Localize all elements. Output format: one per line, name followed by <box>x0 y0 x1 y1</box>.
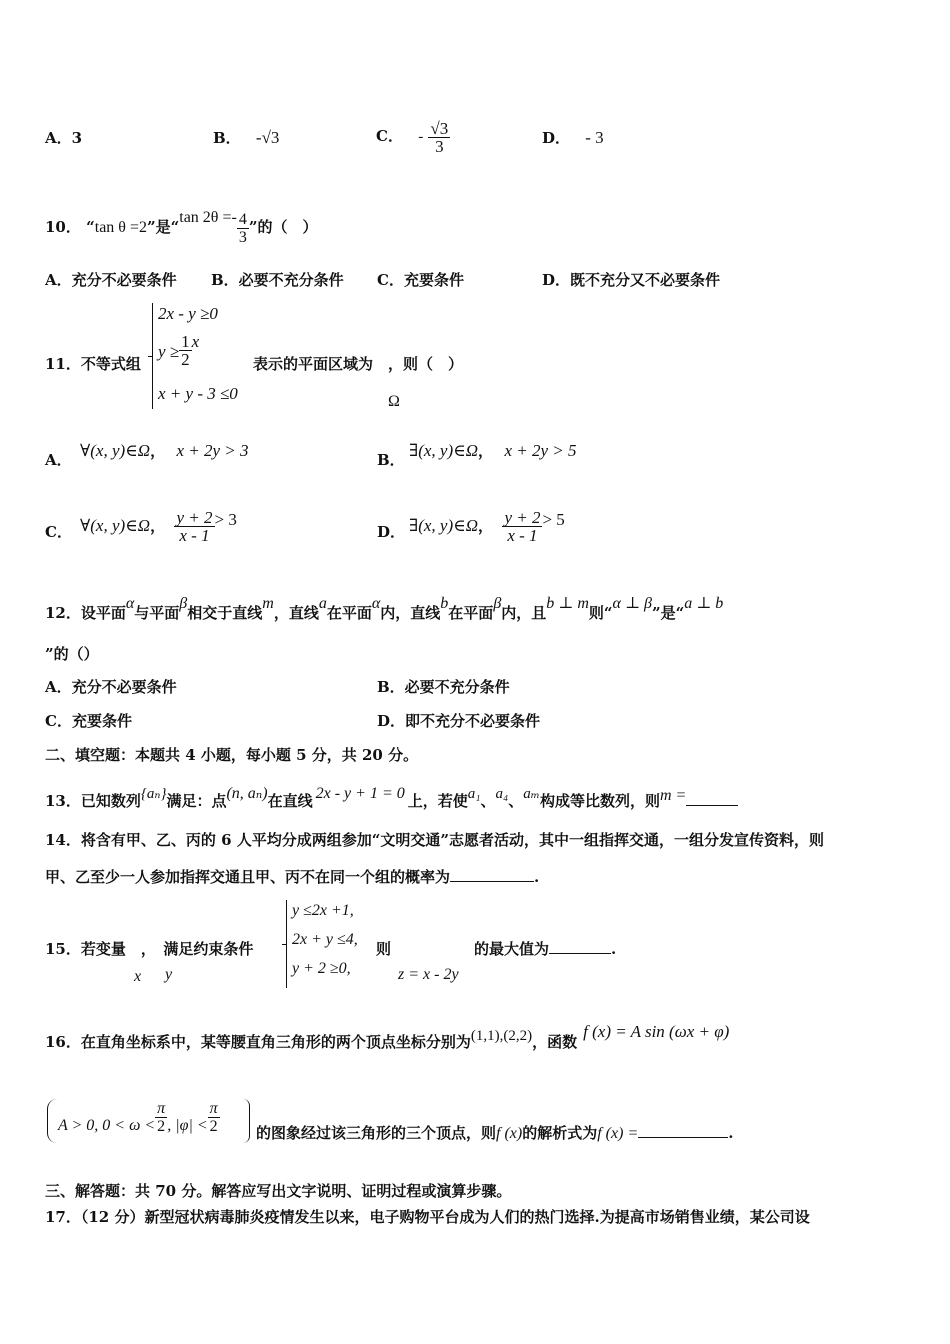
term-am: aₘ <box>523 786 540 802</box>
q11-mid: 表示的平面区域为 ，则（ ） <box>253 355 464 373</box>
answer-label: m = <box>659 787 687 804</box>
fraction <box>502 509 542 544</box>
q10-option-a: A．充分不必要条件 <box>45 271 177 289</box>
q11-option-c-label: C． <box>45 523 72 541</box>
text: 构成等比数列，则 <box>539 792 660 810</box>
text: 在直线 <box>267 792 313 810</box>
question-10 <box>45 190 317 256</box>
term-a1: a₁ <box>467 786 481 802</box>
q11-ineq-3: x + y - 3 ≤0 <box>158 384 238 403</box>
denominator: x - 1 <box>179 526 210 545</box>
perp-condition: a ⊥ b <box>684 595 724 612</box>
fraction <box>174 509 214 544</box>
vertex-coords: (1,1),(2,2) <box>470 1028 533 1044</box>
text: 则“ <box>588 604 613 622</box>
section-2-heading: 二、填空题：本题共 4 小题，每小题 5 分，共 20 分。 <box>45 746 419 764</box>
q11-option-c <box>80 496 237 550</box>
denominator: 2 <box>209 1118 218 1135</box>
q11-option-b <box>409 441 576 461</box>
q9-option-a <box>45 128 82 148</box>
line-m: m <box>262 595 274 612</box>
section-3-heading: 三、解答题：共 70 分。解答应写出文字说明、证明过程或演算步骤。 <box>45 1182 512 1200</box>
text: 的最大值为 <box>474 940 550 958</box>
numerator: 1 <box>181 332 190 351</box>
inequality-system <box>152 303 153 409</box>
denominator: 2 <box>157 1118 166 1135</box>
q14-line-2 <box>45 867 539 887</box>
option-value: -√3 <box>255 128 280 147</box>
ineq2-rhs: x <box>191 332 200 351</box>
question-13 <box>45 784 738 811</box>
text: 满足：点 <box>166 792 227 810</box>
text: 上，若使 <box>407 792 468 810</box>
connector: ”是“ <box>146 218 180 236</box>
condition-mid: , |φ| < <box>167 1117 208 1134</box>
period: . <box>611 940 617 958</box>
q11-option-d <box>409 496 565 550</box>
condition-lhs: A > 0, 0 < ω < <box>58 1117 156 1134</box>
q15-var-x: x <box>134 968 142 985</box>
comma: ， <box>478 517 494 535</box>
q15-prefix: 15．若变量 ， 满足约束条件 <box>45 940 254 958</box>
numerator: √3 <box>430 118 449 138</box>
quantifier: ∃(x, y)∈Ω <box>409 441 479 460</box>
text: 相交于直线 <box>187 604 263 622</box>
question-16-line-1 <box>45 1022 729 1052</box>
q15-objective: z = x - 2y <box>398 966 459 983</box>
tail: ”的（ ） <box>248 218 318 236</box>
option-label: A． <box>45 129 72 147</box>
beta: β <box>493 595 502 612</box>
answer-blank[interactable] <box>638 1137 728 1138</box>
q9-option-c <box>376 112 450 161</box>
answer-blank[interactable] <box>450 881 534 882</box>
q12-option-d: D．即不充分不必要条件 <box>377 712 541 730</box>
q15-constraint-3: y + 2 ≥0, <box>292 960 351 977</box>
answer-label: f (x) = <box>597 1125 639 1142</box>
q15-constraint-2: 2x + y ≤4, <box>292 931 358 948</box>
condition: x + 2y > 3 <box>176 441 249 460</box>
answer-blank[interactable] <box>549 953 611 954</box>
rhs: > 5 <box>542 510 565 529</box>
text: 的解析式为 <box>522 1124 598 1142</box>
fraction <box>428 120 450 155</box>
function-f: f (x) <box>496 1125 523 1142</box>
numerator: π <box>157 1100 166 1117</box>
text: 甲、乙至少一人参加指挥交通且甲、丙不在同一个组的概率为 <box>45 868 451 886</box>
minus-sign: - <box>418 129 424 145</box>
q15-then: 则 <box>376 940 392 958</box>
q9-option-d <box>542 128 604 148</box>
right-paren <box>243 1099 250 1143</box>
perp-condition: b ⊥ m <box>546 595 589 612</box>
condition-2-lhs: tan 2θ =- <box>179 209 237 226</box>
q11-prefix: 11．不等式组 <box>45 355 141 373</box>
numerator: y + 2 <box>176 508 213 527</box>
denominator: 3 <box>238 228 247 246</box>
period: . <box>534 868 540 886</box>
separator: 、 <box>480 792 496 810</box>
rhs: > 3 <box>214 510 237 529</box>
q15-constraint-1: y ≤2x +1, <box>292 902 354 919</box>
q11-ineq-1: 2x - y ≥0 <box>158 304 218 323</box>
question-12 <box>45 594 723 623</box>
q9-option-b <box>213 128 279 148</box>
denominator: 2 <box>181 350 190 369</box>
comma: ， <box>150 442 166 460</box>
question-number: 10． <box>45 218 81 236</box>
q11-omega: Ω <box>388 393 400 410</box>
line-a: a <box>318 595 327 612</box>
question-17: 17．（12 分）新型冠状病毒肺炎疫情发生以来，电子购物平台成为人们的热门选择.为提高市场销售业绩，某公司设 <box>45 1208 810 1226</box>
point: (n, aₙ) <box>226 785 268 802</box>
text: ，直线 <box>273 604 319 622</box>
comma: ， <box>150 517 166 535</box>
q12-line-2: ”的（） <box>45 645 99 663</box>
denominator: 3 <box>435 136 444 156</box>
numerator: y + 2 <box>504 508 541 527</box>
alpha: α <box>125 595 135 612</box>
text: 16．在直角坐标系中，某等腰直角三角形的两个顶点坐标分别为 <box>45 1033 471 1051</box>
option-value: - 3 <box>585 128 604 147</box>
period: . <box>728 1124 734 1142</box>
q10-option-c: C．充要条件 <box>377 271 464 289</box>
q10-option-b: B．必要不充分条件 <box>211 271 344 289</box>
option-label: B． <box>213 129 241 147</box>
question-16-line-2 <box>256 1123 733 1144</box>
option-label: D． <box>542 129 571 147</box>
q16-conditions <box>58 1100 220 1136</box>
text: 内，直线 <box>380 604 441 622</box>
ineq2-lhs: y ≥ <box>158 342 180 361</box>
perp-condition: α ⊥ β <box>612 595 652 612</box>
text: ”是“ <box>651 604 685 622</box>
numerator: π <box>209 1100 218 1117</box>
q11-option-d-label: D． <box>377 523 406 541</box>
beta: β <box>179 595 188 612</box>
text: 的图象经过该三角形的三个顶点，则 <box>256 1124 497 1142</box>
text: 12．设平面 <box>45 604 126 622</box>
q15-var-y: y <box>165 966 173 983</box>
term-a4: a₄ <box>495 786 509 802</box>
q14-line-1: 14．将含有甲、乙、丙的 6 人平均分成两组参加“文明交通”志愿者活动，其中一组指挥交通，一组分发宣传资料，则 <box>45 831 825 849</box>
fraction <box>155 1100 167 1135</box>
line-b: b <box>440 595 449 612</box>
answer-blank[interactable] <box>686 805 738 806</box>
quantifier: ∃(x, y)∈Ω <box>409 516 479 535</box>
text: 13．已知数列 <box>45 792 141 810</box>
q11-option-b-label: B． <box>377 451 405 469</box>
condition-1: tan θ =2 <box>94 219 147 236</box>
q11-option-a <box>80 441 249 461</box>
text: 在平面 <box>448 604 494 622</box>
text: 在平面 <box>326 604 372 622</box>
condition: x + 2y > 5 <box>504 441 577 460</box>
separator: 、 <box>508 792 524 810</box>
fraction <box>179 333 192 368</box>
q11-option-a-label: A． <box>45 451 72 469</box>
function: f (x) = A sin (ωx + φ) <box>583 1022 730 1041</box>
numerator: 4 <box>238 210 247 228</box>
quantifier: ∀(x, y)∈Ω <box>80 441 151 460</box>
text: 与平面 <box>134 604 180 622</box>
line-equation: 2x - y + 1 = 0 <box>315 785 405 802</box>
q15-tail <box>474 939 616 959</box>
quantifier: ∀(x, y)∈Ω <box>80 516 151 535</box>
text: 内，且 <box>501 604 547 622</box>
option-value: 3 <box>71 129 83 147</box>
q12-option-a: A．充分不必要条件 <box>45 678 177 696</box>
text: ，函数 <box>532 1033 578 1051</box>
denominator: x - 1 <box>507 526 538 545</box>
option-label: C． <box>376 127 403 145</box>
q12-option-c: C．充要条件 <box>45 712 132 730</box>
sequence: {aₙ} <box>140 786 167 802</box>
q11-ineq-2 <box>158 332 199 368</box>
q12-option-b: B．必要不充分条件 <box>377 678 510 696</box>
comma: ， <box>478 442 494 460</box>
fraction <box>237 211 249 246</box>
q10-option-d: D．既不充分又不必要条件 <box>542 271 721 289</box>
fraction <box>208 1100 220 1135</box>
quote: “ <box>86 218 95 236</box>
alpha: α <box>371 595 381 612</box>
constraint-system <box>286 900 287 988</box>
